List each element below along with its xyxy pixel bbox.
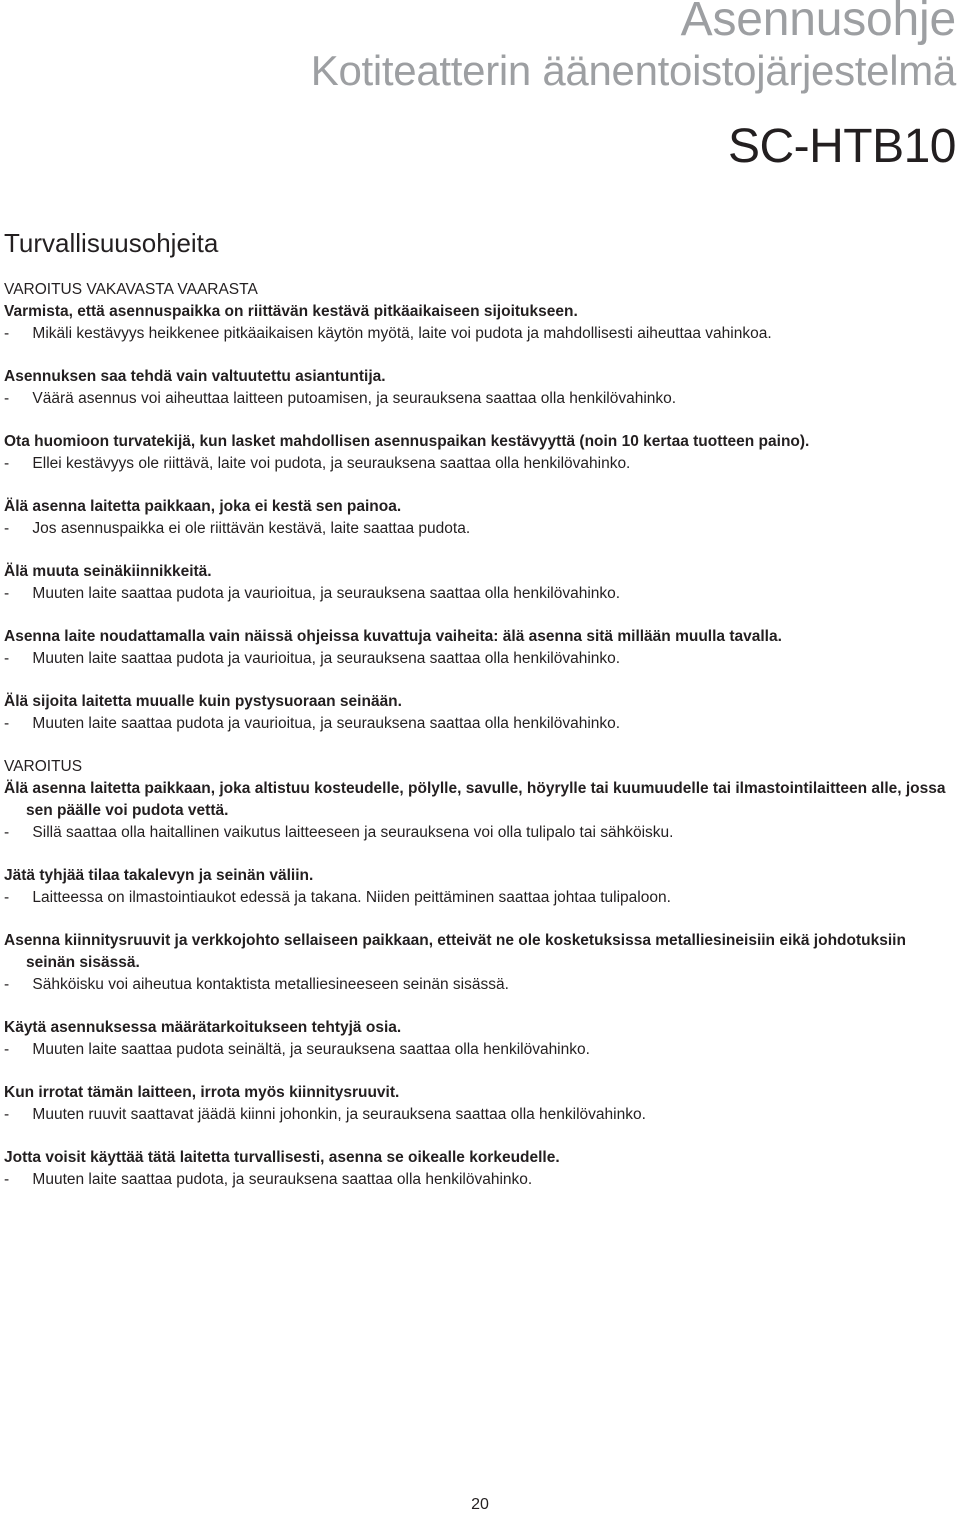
- warning-note: - Väärä asennus voi aiheuttaa laitteen putoamisen, ja seurauksena saattaa olla henkilövahinko.: [4, 390, 677, 407]
- warning-note: - Muuten laite saattaa pudota ja vaurioitua, ja seurauksena saattaa olla henkilövahinko.: [4, 650, 621, 667]
- warning-label: VAROITUS VAKAVASTA VAARASTA: [4, 281, 258, 298]
- warning-note: - Muuten laite saattaa pudota ja vaurioitua, ja seurauksena saattaa olla henkilövahinko.: [4, 715, 621, 732]
- warning-heading: Älä sijoita laitetta muualle kuin pystysuoraan seinään.: [4, 693, 402, 710]
- warning-heading: Älä muuta seinäkiinnikkeitä.: [4, 563, 212, 580]
- page-number: 20: [471, 1496, 489, 1513]
- document-title: Asennusohje: [680, 0, 956, 46]
- caution-note: - Muuten ruuvit saattavat jäädä kiinni johonkin, ja seurauksena saattaa olla henkilövahinko.: [4, 1106, 646, 1123]
- caution-note: - Sähköisku voi aiheutua kontaktista metalliesineeseen seinän sisässä.: [4, 976, 509, 993]
- warning-item: [4, 626, 954, 670]
- caution-note: - Muuten laite saattaa pudota, ja seurauksena saattaa olla henkilövahinko.: [4, 1171, 533, 1188]
- caution-note: - Laitteessa on ilmastointiaukot edessä ja takana. Niiden peittäminen saattaa johtaa tulipaloon.: [4, 889, 671, 906]
- warning-item: [4, 431, 954, 475]
- warning-note: - Jos asennuspaikka ei ole riittävän kestävä, laite saattaa pudota.: [4, 520, 471, 537]
- warning-heading: Varmista, että asennuspaikka on riittävän kestävä pitkäaikaiseen sijoitukseen.: [4, 303, 578, 320]
- warning-heading: Älä asenna laitetta paikkaan, joka ei kestä sen painoa.: [4, 498, 402, 515]
- caution-item: [4, 1082, 954, 1126]
- document-header: [311, 0, 956, 174]
- caution-heading: Jätä tyhjää tilaa takalevyn ja seinän väliin.: [4, 867, 314, 884]
- caution-item: [4, 1147, 954, 1191]
- safety-instructions: [4, 279, 954, 1212]
- section-title: Turvallisuusohjeita: [4, 228, 219, 258]
- warning-item: [4, 496, 954, 540]
- caution-note: - Sillä saattaa olla haitallinen vaikutus laitteeseen ja seurauksena voi olla tulipalo tai sähköisku.: [4, 824, 674, 841]
- caution-item: [4, 930, 954, 996]
- warning-note: - Muuten laite saattaa pudota ja vaurioitua, ja seurauksena saattaa olla henkilövahinko.: [4, 585, 621, 602]
- caution-heading: Kun irrotat tämän laitteen, irrota myös kiinnitysruuvit.: [4, 1084, 400, 1101]
- caution-heading: Älä asenna laitetta paikkaan, joka altistuu kosteudelle, pölylle, savulle, höyrylle tai kuumuudelle tai ilmastointilaitteen alle, jossa sen päälle voi pudota vettä.: [4, 780, 946, 819]
- warning-heading: Asennuksen saa tehdä vain valtuutettu asiantuntija.: [4, 368, 386, 385]
- warning-note: - Mikäli kestävyys heikkenee pitkäaikaisen käytön myötä, laite voi pudota ja mahdollisesti aiheuttaa vahinkoa.: [4, 325, 772, 342]
- caution-heading: Asenna kiinnitysruuvit ja verkkojohto sellaiseen paikkaan, etteivät ne ole kosketuksissa metalliesineisiin eikä johdotuksiin seinän sisässä.: [4, 932, 906, 971]
- caution-note: - Muuten laite saattaa pudota seinältä, ja seurauksena saattaa olla henkilövahinko.: [4, 1041, 590, 1058]
- warning-note: - Ellei kestävyys ole riittävä, laite voi pudota, ja seurauksena saattaa olla henkilövahinko.: [4, 455, 631, 472]
- warning-heading: Ota huomioon turvatekijä, kun lasket mahdollisen asennuspaikan kestävyyttä (noin 10 kertaa tuotteen paino).: [4, 433, 810, 450]
- caution-heading: Käytä asennuksessa määrätarkoitukseen tehtyjä osia.: [4, 1019, 402, 1036]
- intro-warning-block: [4, 279, 954, 345]
- warning-item: [4, 366, 954, 410]
- caution-item: [4, 865, 954, 909]
- caution-label: VAROITUS: [4, 758, 83, 775]
- model-number: SC-HTB10: [727, 120, 956, 173]
- warning-heading: Asenna laite noudattamalla vain näissä ohjeissa kuvattuja vaiheita: älä asenna sitä millään muulla tavalla.: [4, 628, 782, 645]
- caution-heading: Jotta voisit käyttää tätä laitetta turvallisesti, asenna se oikealle korkeudelle.: [4, 1149, 560, 1166]
- caution-item: [4, 1017, 954, 1061]
- warning-item: [4, 691, 954, 735]
- warning-item: [4, 561, 954, 605]
- caution-first-block: [4, 756, 954, 844]
- document-subtitle: Kotiteatterin äänentoistojärjestelmä: [310, 47, 956, 94]
